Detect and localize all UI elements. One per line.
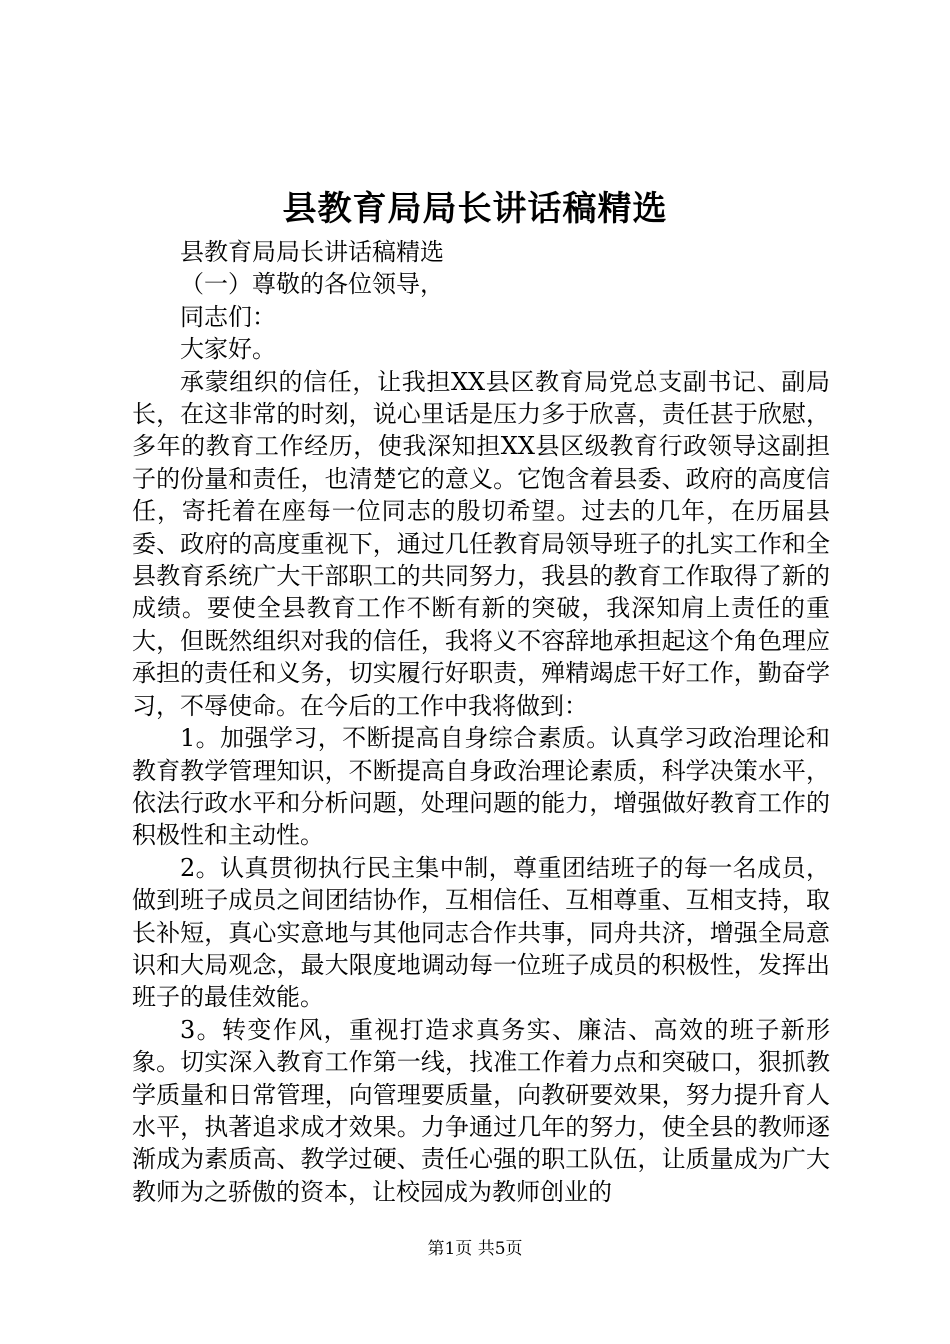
point-2-paragraph: 2。认真贯彻执行民主集中制，尊重团结班子的每一名成员，做到班子成员之间团结协作，互相信任、互相尊重、互相支持，取长补短，真心实意地与其他同志合作共事，同舟共济，增强全局意识和大局观念，最大限度地调动每一位班子成员的积极性，发挥出班子的最佳效能。: [132, 853, 830, 1012]
point-3-paragraph: 3。转变作风，重视打造求真务实、廉洁、高效的班子新形象。切实深入教育工作第一线，找准工作着力点和突破口，狠抓教学质量和日常管理，向管理要质量，向教研要效果，努力提升育人水平，执著追求成才效果。力争通过几年的努力，使全县的教师逐渐成为素质高、教学过硬、责任心强的职工队伍，让质量成为广大教师为之骄傲的资本，让校园成为教师创业的: [132, 1015, 830, 1206]
document-body: [132, 236, 830, 1208]
greeting-paragraph: 大家好。: [180, 335, 276, 364]
subtitle-paragraph: 县教育局局长讲话稿精选: [180, 238, 444, 266]
salutation-comrades: 同志们：: [180, 302, 276, 331]
salutation-paragraph: （一）尊敬的各位领导，: [180, 270, 444, 299]
page-number-footer: 第1页 共5页: [427, 1239, 523, 1259]
point-1-paragraph: 1。加强学习，不断提高自身综合素质。认真学习政治理论和教育教学管理知识，不断提高自身政治理论素质，科学决策水平，依法行政水平和分析问题，处理问题的能力，增强做好教育工作的积极性和主动性。: [132, 724, 830, 850]
intro-paragraph: 承蒙组织的信任，让我担XX县区教育局党总支副书记、副局长，在这非常的时刻，说心里话是压力多于欣喜，责任甚于欣慰，多年的教育工作经历，使我深知担XX县区级教育行政领导这副担子的份量和责任，也清楚它的意义。它饱含着县委、政府的高度信任，寄托着在座每一位同志的殷切希望。过去的几年，在历届县委、政府的高度重视下，通过几任教育局领导班子的扎实工作和全县教育系统广大干部职工的共同努力，我县的教育工作取得了新的成绩。要使全县教育工作不断有新的突破，我深知肩上责任的重大，但既然组织对我的信任，我将义不容辞地承担起这个角色理应承担的责任和义务，切实履行好职责，殚精竭虑干好工作，勤奋学习，不辱使命。在今后的工作中我将做到：: [132, 367, 830, 720]
document-title: 县教育局局长讲话稿精选: [282, 189, 668, 229]
